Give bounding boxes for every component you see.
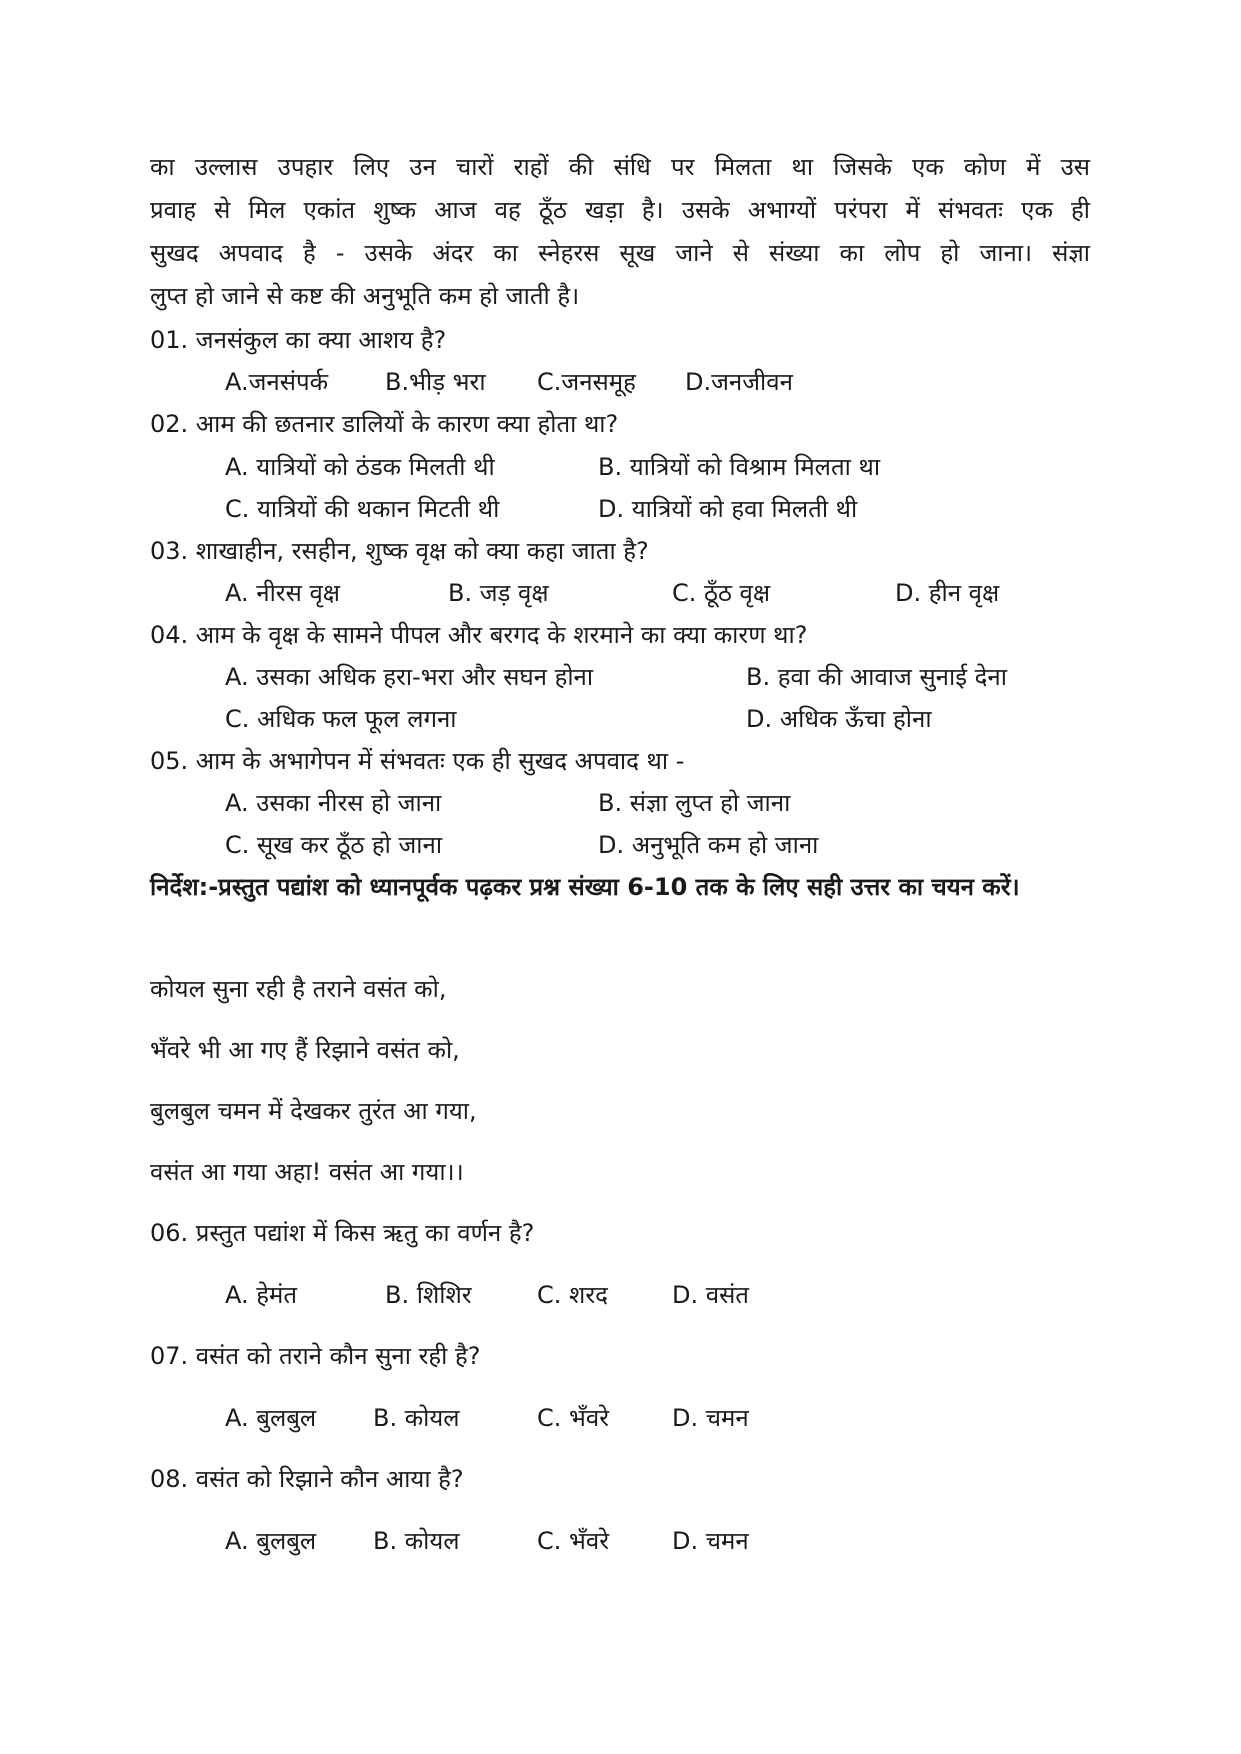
passage-line: लुप्त हो जाने से कष्ट की अनुभूति कम हो जाती है। <box>150 282 580 310</box>
option-b: B. यात्रियों को विश्राम मिलता था <box>598 453 881 481</box>
option-d: D. चमन <box>672 1404 749 1432</box>
option-a: A. उसका नीरस हो जाना <box>225 789 442 817</box>
question-03: 03. शाखाहीन, रसहीन, शुष्क वृक्ष को क्या कहा जाता है? <box>150 537 649 565</box>
passage-line: का उल्लास उपहार लिए उन चारों राहों की संधि पर मिलता था जिसके एक कोण में उस <box>150 153 1090 181</box>
poem-line: भँवरे भी आ गए हैं रिझाने वसंत को, <box>150 1036 460 1064</box>
option-c: C. यात्रियों की थकान मिटती थी <box>225 495 500 523</box>
option-c: C. भँवरे <box>537 1404 610 1432</box>
poem-line: कोयल सुना रही है तराने वसंत को, <box>150 975 447 1003</box>
option-b: B. हवा की आवाज सुनाई देना <box>746 663 1007 691</box>
option-c: C. भँवरे <box>537 1527 610 1555</box>
option-b: B. जड़ वृक्ष <box>448 579 549 607</box>
option-b: B. कोयल <box>373 1404 460 1432</box>
question-05: 05. आम के अभागेपन में संभवतः एक ही सुखद अपवाद था - <box>150 747 685 775</box>
option-d: D. अनुभूति कम हो जाना <box>598 831 819 859</box>
option-d: D. हीन वृक्ष <box>895 579 1000 607</box>
option-d: D. अधिक ऊँचा होना <box>746 705 932 733</box>
question-04: 04. आम के वृक्ष के सामने पीपल और बरगद के शरमाने का क्या कारण था? <box>150 621 808 649</box>
question-07: 07. वसंत को तराने कौन सुना रही है? <box>150 1342 481 1370</box>
option-a: A. यात्रियों को ठंडक मिलती थी <box>225 453 495 481</box>
question-01: 01. जनसंकुल का क्या आशय है? <box>150 326 447 354</box>
option-a: A. बुलबुल <box>225 1404 317 1432</box>
option-d: D. चमन <box>672 1527 749 1555</box>
passage-line: प्रवाह से मिल एकांत शुष्क आज वह ठूँठ खड़ा है। उसके अभाग्यों परंपरा में संभवतः एक ही <box>150 196 1090 224</box>
option-a: A. हेमंत <box>225 1281 298 1309</box>
option-b: B.भीड़ भरा <box>385 368 486 396</box>
passage-line: सुखद अपवाद है - उसके अंदर का स्नेहरस सूख जाने से संख्या का लोप हो जाना। संज्ञा <box>150 239 1090 267</box>
poem-line: बुलबुल चमन में देखकर तुरंत आ गया, <box>150 1097 477 1125</box>
option-c: C. सूख कर ठूँठ हो जाना <box>225 831 443 859</box>
option-b: B. संज्ञा लुप्त हो जाना <box>598 789 791 817</box>
option-a: A.जनसंपर्क <box>225 368 329 396</box>
option-c: C. शरद <box>537 1281 608 1309</box>
option-c: C. अधिक फल फूल लगना <box>225 705 457 733</box>
question-02: 02. आम की छतनार डालियों के कारण क्या होता था? <box>150 410 619 438</box>
poem-line: वसंत आ गया अहा! वसंत आ गया।। <box>150 1158 464 1186</box>
option-a: A. नीरस वृक्ष <box>225 579 341 607</box>
option-b: B. शिशिर <box>385 1281 472 1309</box>
option-a: A. बुलबुल <box>225 1527 317 1555</box>
option-d: D. यात्रियों को हवा मिलती थी <box>598 495 858 523</box>
option-c: C. ठूँठ वृक्ष <box>672 579 771 607</box>
direction-text: निर्देश:-प्रस्तुत पद्यांश को ध्यानपूर्वक पढ़कर प्रश्न संख्या 6-10 तक के लिए सही उत्तर का चयन करें। <box>150 873 1020 901</box>
option-a: A. उसका अधिक हरा-भरा और सघन होना <box>225 663 594 691</box>
question-06: 06. प्रस्तुत पद्यांश में किस ऋतु का वर्णन है? <box>150 1219 535 1247</box>
option-b: B. कोयल <box>373 1527 460 1555</box>
question-08: 08. वसंत को रिझाने कौन आया है? <box>150 1465 464 1493</box>
option-c: C.जनसमूह <box>537 368 636 396</box>
option-d: D. वसंत <box>672 1281 749 1309</box>
option-d: D.जनजीवन <box>685 368 793 396</box>
